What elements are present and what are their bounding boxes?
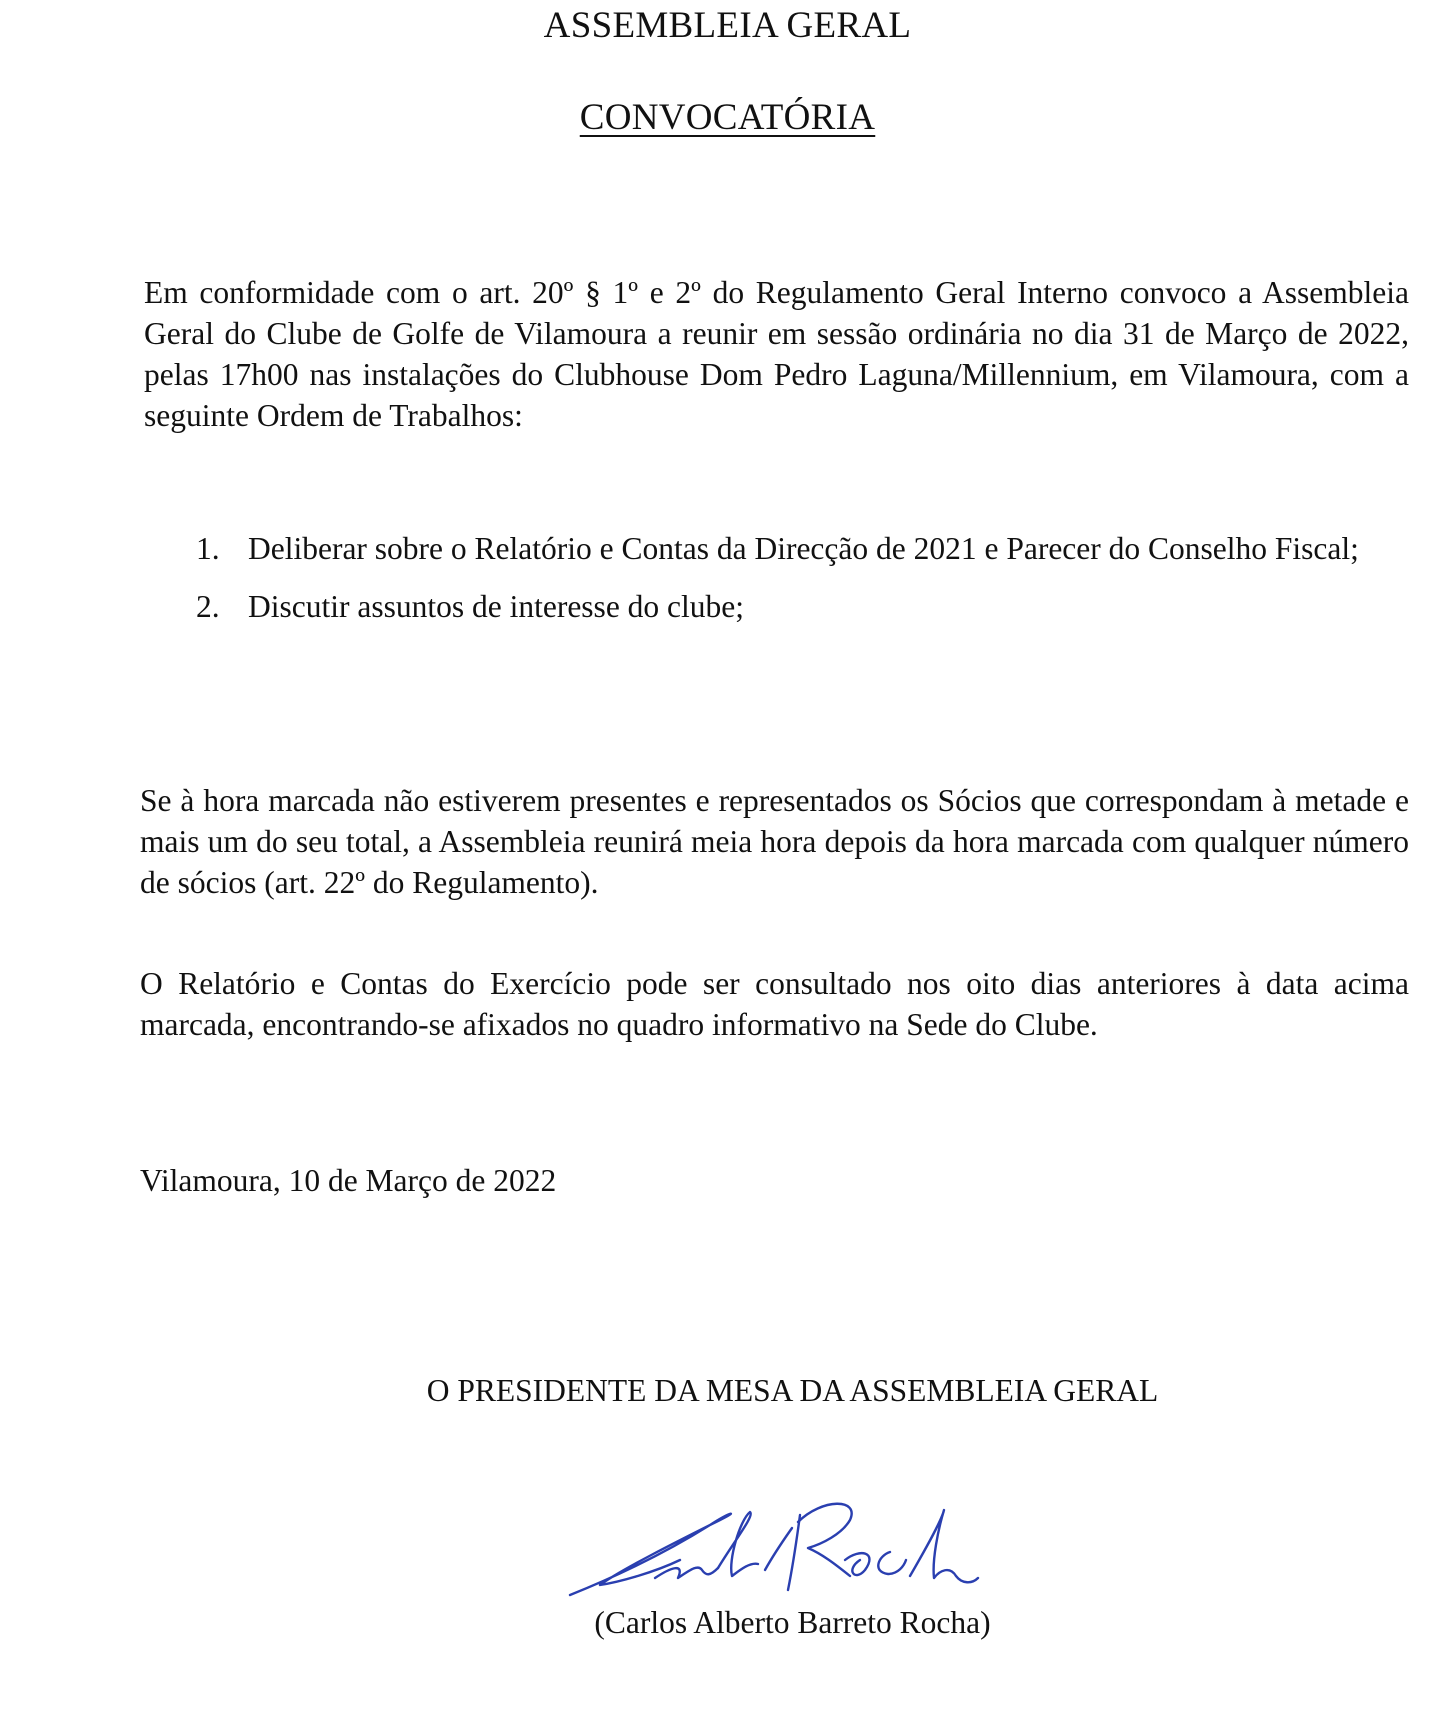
document-title: ASSEMBLEIA GERAL: [543, 5, 912, 46]
agenda-item-number: 1.: [196, 531, 220, 566]
signatory-name: (Carlos Alberto Barreto Rocha): [594, 1605, 991, 1640]
agenda-item-number: 2.: [196, 589, 220, 624]
document-subtitle: CONVOCATÓRIA: [579, 97, 876, 138]
agenda-list: [196, 520, 1409, 636]
place-date: Vilamoura, 10 de Março de 2022: [140, 1163, 557, 1198]
agenda-item: [196, 520, 1409, 578]
agenda-item-text: Discutir assuntos de interesse do clube;: [248, 589, 745, 624]
agenda-item-text: Deliberar sobre o Relatório e Contas da Direcção de 2021 e Parecer do Conselho Fiscal;: [248, 531, 1359, 566]
intro-paragraph: Em conformidade com o art. 20º § 1º e 2º do Regulamento Geral Interno convoco a Assembleia Geral do Clube de Golfe de Vilamoura a reunir em sessão ordinária no dia 31 de Março de 2022, pelas 17h00 nas instalações do Clubhouse Dom Pedro Laguna/Millennium, em Vilamoura, com a seguinte Ordem de Trabalhos:: [144, 275, 1409, 433]
agenda-item: [196, 578, 1409, 636]
handwritten-signature: [560, 1490, 1020, 1610]
accounts-paragraph: O Relatório e Contas do Exercício pode ser consultado nos oito dias anteriores à data acima marcada, encontrando-se afixados no quadro informativo na Sede do Clube.: [140, 966, 1409, 1042]
signatory-title: O PRESIDENTE DA MESA DA ASSEMBLEIA GERAL: [426, 1373, 1159, 1408]
quorum-paragraph: Se à hora marcada não estiverem presentes e representados os Sócios que correspondam à metade e mais um do seu total, a Assembleia reunirá meia hora depois da hora marcada com qualquer número de sócios (art. 22º do Regulamento).: [140, 783, 1409, 900]
